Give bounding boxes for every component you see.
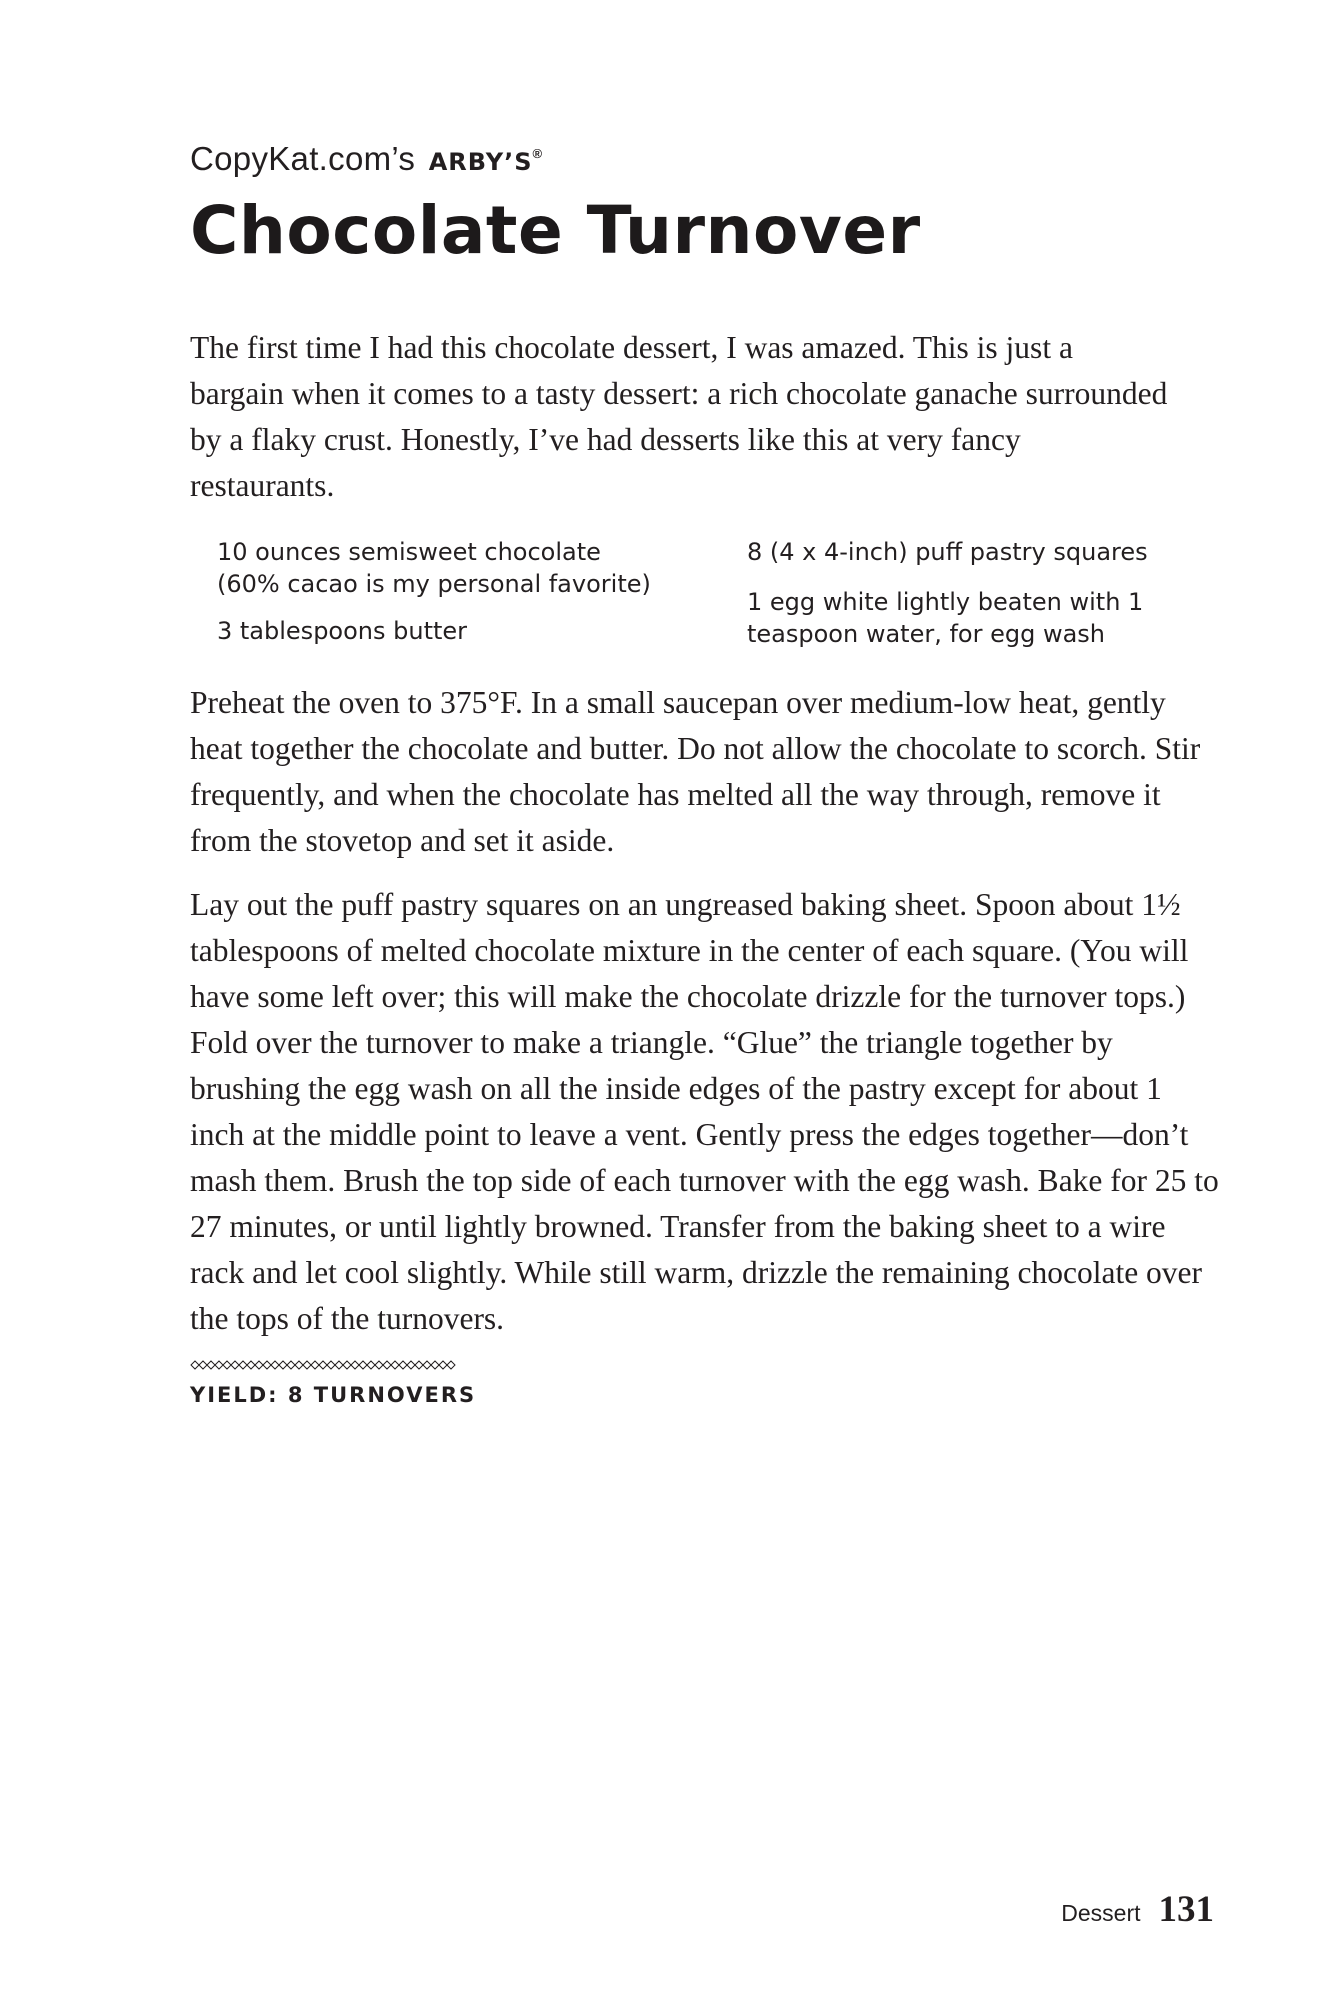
ingredient-line: 10 ounces semisweet chocolate	[217, 538, 601, 566]
directions	[190, 680, 1220, 1360]
ingredient-line: 1 egg white lightly beaten with 1	[747, 588, 1144, 616]
ingredient-note: (60% cacao is my personal favorite)	[217, 570, 651, 598]
source-label: CopyKat.com’s	[190, 140, 416, 177]
page-number: 131	[1158, 1889, 1214, 1930]
ingredient-item	[747, 536, 1227, 568]
recipe-yield: YIELD: 8 TURNOVERS	[190, 1383, 477, 1407]
recipe-title: Chocolate Turnover	[190, 192, 921, 269]
ingredient-line: 8 (4 x 4-inch) puff pastry squares	[747, 538, 1148, 566]
recipe-source	[190, 140, 542, 178]
ingredient-item	[747, 586, 1187, 650]
registered-mark: ®	[532, 146, 543, 161]
ingredient-item	[217, 615, 697, 647]
brand-name: ARBY’S	[428, 148, 533, 176]
intro-paragraph: The first time I had this chocolate dessert, I was amazed. This is just a bargain when it comes to a tasty dessert: a rich chocolate ganache surrounded by a flaky crust. Honestly, I’ve had desserts like this at very fancy restaurants.	[190, 330, 1168, 503]
recipe-page	[190, 0, 1220, 2000]
ingredient-list	[217, 536, 1220, 656]
direction-step: Lay out the puff pastry squares on an ungreased baking sheet. Spoon about 1½ tablespoons of melted chocolate mixture in the center of each square. (You will have some left over; this will make the chocolate drizzle for the turnover tops.) Fold over the turnover to make a triangle. “Glue” the triangle together by brushing the egg wash on all the inside edges of the pastry except for about 1 inch at the middle point to leave a vent. Gently press the edges together—don’t mash them. Brush the top side of each turnover with the egg wash. Bake for 25 to 27 minutes, or until lightly browned. Transfer from the baking sheet to a wire rack and let cool slightly. While still warm, drizzle the remaining chocolate over the tops of the turnovers.	[190, 887, 1219, 1336]
ingredient-line: teaspoon water, for egg wash	[747, 620, 1106, 648]
ornamental-divider	[190, 1359, 460, 1371]
section-name: Dessert	[1061, 1900, 1141, 1926]
direction-step: Preheat the oven to 375°F. In a small saucepan over medium-low heat, gently heat together the chocolate and butter. Do not allow the chocolate to scorch. Stir frequently, and when the chocolate has melted all the way through, remove it from the stovetop and set it aside.	[190, 685, 1201, 858]
ingredient-item	[217, 536, 697, 600]
ingredient-line: 3 tablespoons butter	[217, 617, 468, 645]
page-footer	[1061, 1888, 1214, 1931]
